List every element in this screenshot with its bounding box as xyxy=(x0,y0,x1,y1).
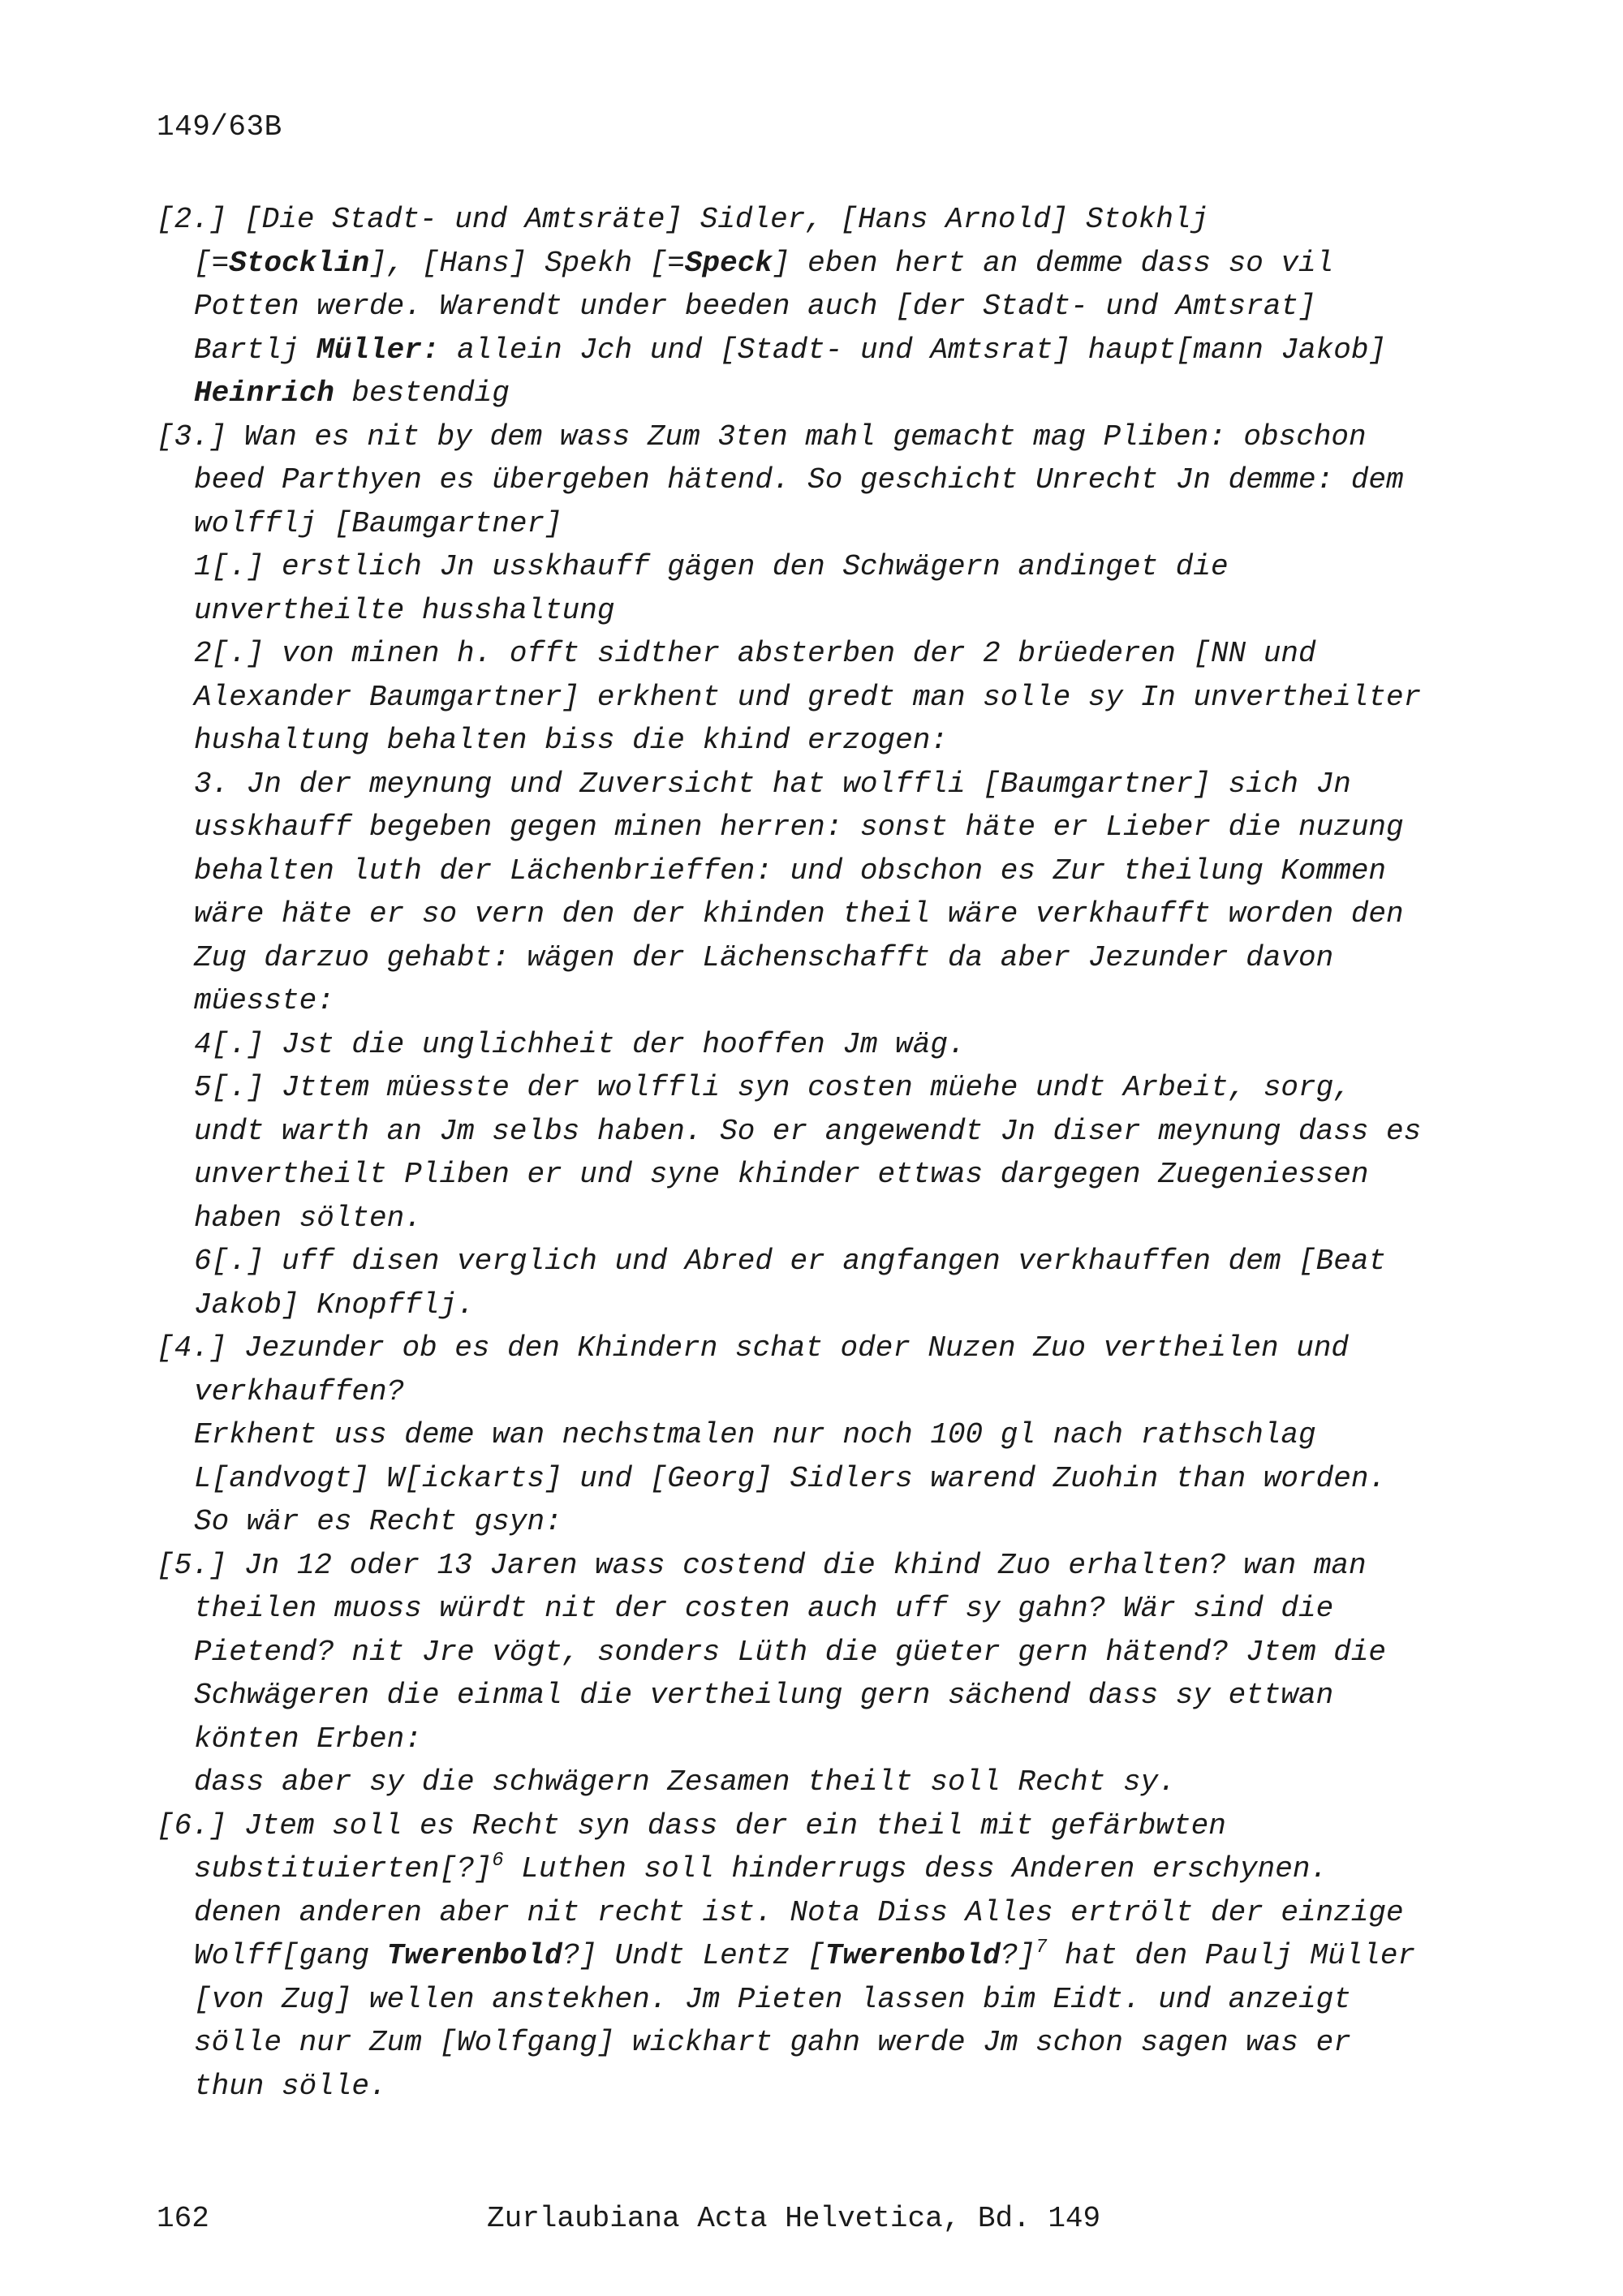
footnote-ref[interactable]: 6 xyxy=(492,1850,504,1872)
text-run: ], [Hans] Spekh [= xyxy=(369,246,685,280)
entry-5: [5.] Jn 12 oder 13 Jaren wass costend die khind Zuo erhalten? wan man theilen muoss würdt nit der costen auch uff sy gahn? Wär sind die Pietend? nit Jre vögt, sonders Lüth die güeter gern hätend? Jtem die Schwägeren die einmal die vertheilung gern sächend dass sy ettwan könten Erben: xyxy=(157,1548,1387,1756)
text-run: ?] xyxy=(1000,1939,1036,1972)
entry-3-item: 2[.] von minen h. offt sidther absterben der 2 brüederen [NN und Alexander Baumgartner] erkhent und gredt man solle sy In unvertheilter hushaltung behalten biss die khind erzogen: xyxy=(194,637,1422,757)
entry-4: [4.] Jezunder ob es den Khindern schat oder Nuzen Zuo vertheilen und verkhauffen? xyxy=(157,1331,1350,1408)
entry-6 xyxy=(157,1804,1423,2109)
name-speck: Speck xyxy=(684,246,773,280)
name-stocklin: Stocklin xyxy=(229,246,370,280)
entry-3-item: 3. Jn der meynung und Zuversicht hat wolffli [Baumgartner] sich Jn usskhauff begeben gegen minen herren: sonst häte er Lieber die nuzung behalten luth der Lächenbrieffen: und obschon es Zur theilung Kommen wäre häte er so vern den der khinden theil wäre verkhaufft worden den Zug darzuo gehabt: wägen der Lächenschafft da aber Jezunder davon müesste: xyxy=(194,767,1404,1017)
text-run: [2.] [Die Stadt- und Amtsräte] Sidler, [Hans Arnold] Stokhlj [= xyxy=(157,203,1209,280)
page-reference: 149/63B xyxy=(157,110,282,144)
entry-4-sub: Erkhent uss deme wan nechstmalen nur noch 100 gl nach rathschlag L[andvogt] W[ickarts] und [Georg] Sidlers warend Zuohin than worden. So wär es Recht gsyn: xyxy=(194,1418,1387,1538)
footnote-ref[interactable]: 7 xyxy=(1035,1937,1048,1958)
name-heinrich: Heinrich xyxy=(194,376,334,410)
name-mueller: Müller: xyxy=(316,333,440,367)
entry-3-item: 4[.] Jst die unglichheit der hooffen Jm wäg. xyxy=(194,1027,966,1061)
entry-2 xyxy=(157,198,1423,415)
text-run: [6.] Jtem soll es Recht syn dass der ein theil mit gefärbwten substituierten[?] xyxy=(157,1808,1226,1885)
name-twerenbold: Twerenbold xyxy=(824,1939,1001,1972)
entry-3-item: 6[.] uff disen verglich und Abred er angfangen verkhauffen dem [Beat Jakob] Knopfflj. xyxy=(194,1245,1387,1322)
text-run: bestendig xyxy=(334,376,510,410)
document-body xyxy=(157,198,1423,2108)
entry-3-item: 1[.] erstlich Jn usskhauff gägen den Schwägern andinget die unvertheilte husshaltung xyxy=(194,550,1229,627)
text-run: ?] Undt Lentz [ xyxy=(562,1939,825,1972)
entry-3: [3.] Wan es nit by dem wass Zum 3ten mahl gemacht mag Pliben: obschon beed Parthyen es übergeben hätend. So geschicht Unrecht Jn demme: dem wolfflj [Baumgartner] xyxy=(157,419,1404,540)
running-footer-title: Zurlaubiana Acta Helvetica, Bd. 149 xyxy=(487,2202,1101,2235)
entry-3-item: 5[.] Jttem müesste der wolffli syn costen müehe undt Arbeit, sorg, undt warth an Jm selbs haben. So er angewendt Jn diser meynung dass es unvertheilt Pliben er und syne khinder ettwas dargegen Zuegeniessen haben sölten. xyxy=(194,1071,1422,1235)
text-run: allein Jch und [Stadt- und Amtsrat] haupt[mann Jakob] xyxy=(439,333,1387,367)
text-run: ] eben hert an demme dass so vil Potten werde. Warendt under beeden auch [der Stadt- und Amtsrat] Bartlj xyxy=(194,246,1334,367)
entry-5-sub: dass aber sy die schwägern Zesamen theilt soll Recht sy. xyxy=(194,1765,1176,1799)
text-run: Luthen soll hinderrugs dess Anderen erschynen. denen anderen aber nit recht ist. Nota Diss Alles ertrölt der einzige Wolff[gang xyxy=(194,1852,1404,1972)
page-number: 162 xyxy=(157,2202,209,2235)
text-run: hat den Paulj Müller [von Zug] wellen anstekhen. Jm Pieten lassen bim Eidt. und anzeigt sölle nur Zum [Wolfgang] wickhart gahn werde Jm schon sagen was er thun sölle. xyxy=(194,1939,1416,2103)
name-twerenbold: Twerenbold xyxy=(386,1939,562,1972)
